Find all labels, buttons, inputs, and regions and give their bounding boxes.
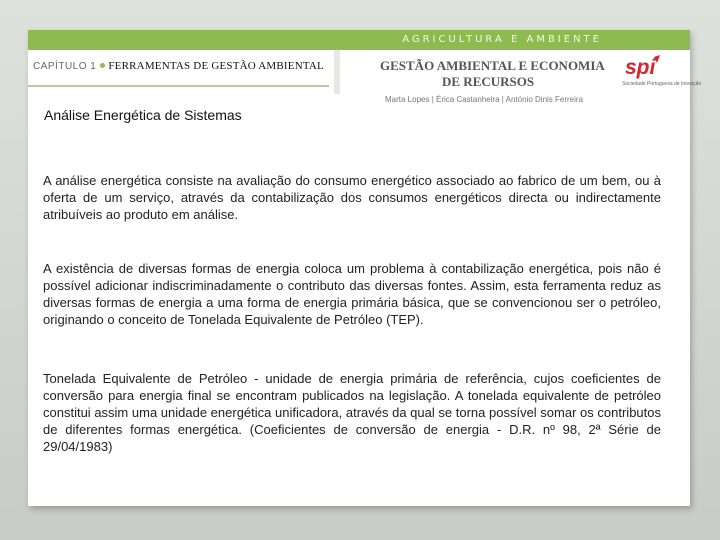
book-title-line1: GESTÃO AMBIENTAL E ECONOMIA — [380, 58, 605, 73]
bullet-dot-icon — [100, 63, 105, 68]
book-title-line2: DE RECURSOS — [442, 74, 535, 89]
svg-text:spi: spi — [625, 56, 656, 79]
book-title — [380, 58, 610, 90]
chapter-number: CAPÍTULO 1 — [33, 61, 97, 72]
header-band — [28, 30, 690, 50]
authors: Marta Lopes | Érica Castanheira | António Dinis Ferreira — [385, 95, 584, 104]
slide-page — [28, 30, 702, 506]
chapter-label — [33, 60, 324, 72]
spi-logo — [622, 55, 702, 95]
logo-subtitle: Sociedade Portuguesa de Inovação — [622, 81, 702, 87]
paragraph-3: Tonelada Equivalente de Petróleo - unidade de energia primária de referência, cujos coeficientes de conversão para energia final se encontram publicados na legislação. A tonelada equivalente de petróleo constitui assim uma unidade energética unificadora, através da qual se torna possível somar os contributos de diferentes formas energética. (Coeficientes de conversão de energia - D.R. nº 98, 2ª Série de 29/04/1983) — [43, 371, 661, 454]
spi-logo-icon — [624, 55, 664, 81]
header-divider — [334, 50, 340, 94]
header-underline — [28, 85, 329, 87]
paragraph-2: A existência de diversas formas de energia coloca um problema à contabilização energética, pois não é possível adicionar indiscriminadamente o contributo das diversas fontes. Assim, esta ferramenta reduz as diversas formas de energia a uma forma de energia primária básica, que se convencionou ser o petróleo, originando o conceito de Tonelada Equivalente de Petróleo (TEP). — [43, 261, 661, 327]
section-title: Análise Energética de Sistemas — [44, 107, 242, 123]
paragraph-1: A análise energética consiste na avaliação do consumo energético associado ao fabrico de um bem, ou à oferta de um serviço, através da contabilização dos consumos energéticos directa ou indirectamente atribuíveis ao produto em análise. — [43, 173, 661, 222]
chapter-title: FERRAMENTAS DE GESTÃO AMBIENTAL — [108, 60, 324, 72]
band-text: AGRICULTURA E AMBIENTE — [402, 34, 602, 45]
